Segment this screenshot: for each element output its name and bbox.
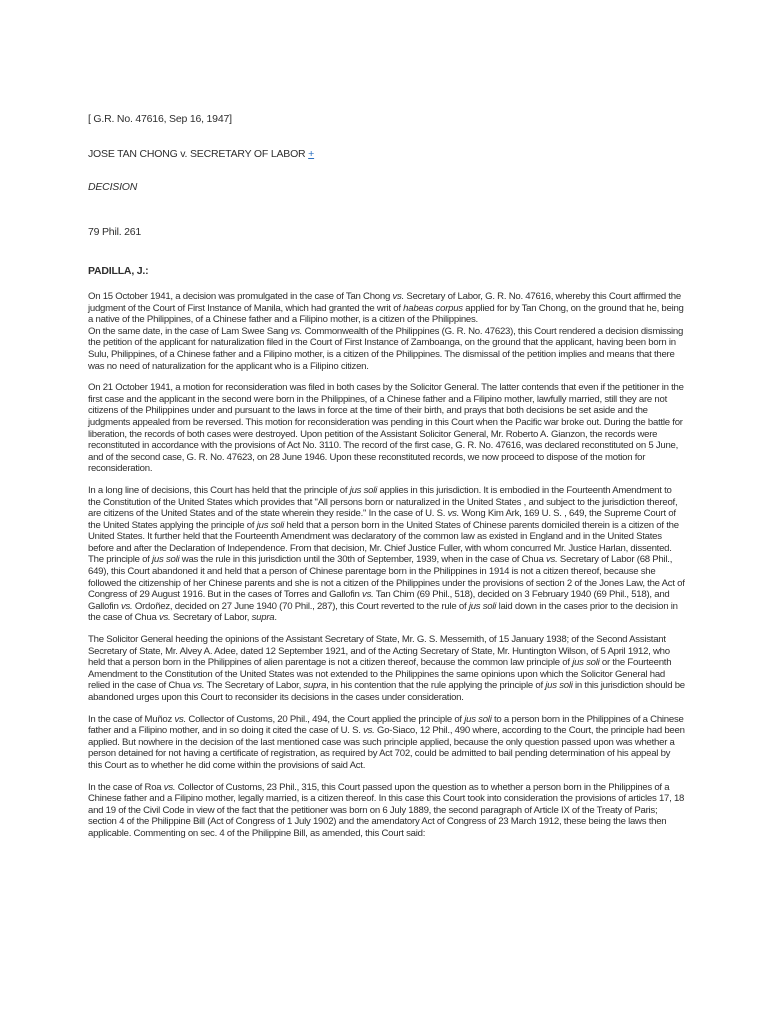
italic-term: supra	[303, 680, 327, 692]
text-run: in this jurisdiction should be abandoned urges upon this Court to reconsider its decisions in the cases under consideration.	[88, 680, 685, 703]
text-run: Secretary of Labor,	[170, 612, 252, 624]
text-run: , in his contention that the rule applying the principle of	[326, 680, 546, 692]
text-run: Collector of Customs, 23 Phil., 315, this Court passed upon the question as to whether a person born in the Philippines of a Chinese father and a Filipino mother, legally married, is a citizen thereof. In this case this Court took into consideration the provisions of articles 17, 18 and 19 of the Civil Code in view of the fact that the petitioner was born on 6 July 1889, the second paragraph of Article IX of the Treaty of Paris; section 4 of the Philippine Bill (Act of Congress of 1 July 1902) and the amendatory Act of Congress of 23 March 1912, these being the laws then applicable. Commenting on sec. 4 of the Philippine Bill, as amended, this Court said:	[88, 781, 685, 839]
text-run: Commonwealth of the Philippines (G. R. No. 47623), this Court rendered a decision dismissing the petition of the applicant for naturalization filed in the Court of First Instance of Zamboanga, on the ground that the applicant, having been born in Sulu, Philippines, of a Chinese father and a Filipino mother, is a citizen of the Philippines. The dismissal of the petition implies and means that there was no need of naturalization for the applicant who is a Filipino citizen.	[88, 325, 684, 372]
text-run: Tan Chim (69 Phil., 518), decided on 3 February 1940 (69 Phil., 518), and Gallofin	[88, 589, 670, 612]
text-run: Collector of Customs, 20 Phil., 494, the Court applied the principle of	[186, 713, 465, 725]
text-run: was the rule in this jurisdiction until the 30th of September, 1939, when in the case of Chua	[179, 554, 546, 566]
decision-body	[88, 291, 686, 850]
case-reference: [ G.R. No. 47616, Sep 16, 1947]	[88, 113, 232, 125]
body-paragraph	[88, 714, 686, 772]
italic-term: vs.	[447, 508, 460, 520]
italic-term: vs.	[192, 680, 205, 692]
text-run: On 21 October 1941, a motion for reconsideration was filed in both cases by the Solicitor General. The latter contends that even if the petitioner in the first case and the applicant in the second were born in the Philippines, of a Chinese father and a Filipino mother, lawfully married, still they are not citizens of the Philippines under and pursuant to the laws in force at the time of their birth, and prays that both decisions be set aside and the judgments appealed from be reversed. This motion for reconsideration was pending in this Court when the Pacific war broke out. During the battle for liberation, the records of both cases were destroyed. Upon petition of the Assistant Solicitor General, Mr. Roberto A. Gianzon, the records were reconstituted in accordance with the provisions of Act No. 3110. The record of the first case, G. R. No. 47616, was declared reconstituted on 5 June, and of the second case, G. R. No. 47623, on 28 June 1946. Upon these reconstituted records, we now proceed to dispose of the motion for reconsideration.	[88, 382, 684, 475]
italic-term: vs.	[392, 291, 404, 302]
italic-term: vs.	[174, 713, 186, 725]
italic-term: vs.	[163, 781, 176, 793]
text-run: applied for by Tan Chong, on the ground that he, being a native of the Philippines, of a Chinese father and a Filipino mother, is a citizen of the Philippines.	[88, 302, 684, 326]
text-run: In the case of Muñoz	[88, 713, 175, 725]
italic-term: jus soli	[464, 713, 492, 725]
text-run: .	[274, 612, 277, 624]
italic-term: vs.	[362, 589, 374, 601]
text-run: In the case of Roa	[88, 781, 164, 793]
text-run: laid down in the cases prior to the decision in the case of Chua	[88, 600, 678, 624]
decision-label: DECISION	[88, 181, 138, 193]
text-run: In a long line of decisions, this Court has held that the principle of	[88, 484, 350, 496]
italic-term: jus soli	[572, 657, 600, 669]
text-run: The Secretary of Labor,	[204, 680, 304, 692]
citation: 79 Phil. 261	[88, 226, 142, 238]
italic-term: vs.	[120, 600, 133, 612]
body-paragraph	[88, 634, 686, 704]
text-run: The Solicitor General heeding the opinions of the Assistant Secretary of State, Mr. G. S. Messemith, of 15 January 1938; of the Second Assistant Secretary of State, Mr. Alvey A. Adee, dated 12 September 1921, and of the Acting Secretary of State, Mr. Huntington Wilson, of 5 April 1912, who held that a person born in the Philippines of alien parentage is not a citizen thereof, because the common law principle of	[88, 634, 670, 669]
italic-term: habeas corpus	[403, 302, 463, 314]
body-paragraph	[88, 291, 686, 326]
text-run: to a person born in the Philippines of a Chinese father and a Filipino mother, and in so doing it cited the case of U. S.	[88, 713, 684, 737]
italic-term: jus soli	[349, 484, 378, 496]
case-title	[88, 148, 314, 160]
text-run: Go-Siaco, 12 Phil., 490 where, according to the Court, the principle had been applied. But nowhere in the decision of the last mentioned case was such principle applied, because the only question passed upon was whether a person detained for not having a certificate of registration, as required by Act 702, could be admitted to bail pending determination of his appeal by this Court as to whether he did come within the provisions of said Act.	[88, 725, 685, 771]
italic-term: jus soli	[256, 519, 285, 531]
text-run: Secretary of Labor, G. R. No. 47616, whereby this Court affirmed the judgment of the Court of First Instance of Manila, which had granted the writ of	[88, 291, 681, 314]
body-paragraph	[88, 485, 686, 624]
text-run: On 15 October 1941, a decision was promulgated in the case of Tan Chong	[88, 291, 393, 302]
text-run: Secretary of Labor (68 Phil., 649), this Court abandoned it and held that a person of Chinese parentage born in the Philippines in 1914 is not a citizen thereof, because she followed the citizenship of her Chinese parents and she is not a citizen of the Philippines under the provisions of section 2 of the Jones Law, the Act of Congress of 29 August 1916. But in the cases of Torres and Gallofin	[88, 554, 685, 601]
text-run: Ordoñez, decided on 27 June 1940 (70 Phil., 287), this Court reverted to the rule of	[132, 600, 469, 612]
body-paragraph	[88, 782, 686, 840]
text-run: or the Fourteenth Amendment to the Constitution of the United States was not extended to the Philippines the same opinions upon which the Solicitor General had relied in the case of Chua	[88, 657, 672, 692]
text-run: On the same date, in the case of Lam Swee Sang	[88, 325, 291, 337]
body-paragraph	[88, 326, 686, 372]
author-line: PADILLA, J.:	[88, 265, 149, 277]
italic-term: vs.	[545, 554, 558, 566]
italic-term: vs.	[363, 725, 375, 737]
text-run: held that a person born in the United States of Chinese parents domiciled therein is a citizen of the United States. It further held that the Fourteenth Amendment was declaratory of the common law as existed in England and in the United States before and after the Declaration of Independence. From that decision, Mr. Chief Justice Fuller, with whom concurred Mr. Justice Harlan, dissented. The principle of	[88, 519, 679, 566]
case-title-text: JOSE TAN CHONG v. SECRETARY OF LABOR	[88, 148, 306, 160]
italic-term: vs.	[290, 325, 303, 337]
italic-term: vs.	[158, 612, 171, 624]
italic-term: jus soli	[468, 600, 497, 612]
body-paragraph	[88, 382, 686, 475]
italic-term: supra	[251, 612, 275, 624]
italic-term: jus soli	[545, 680, 573, 692]
text-run: Wong Kim Ark, 169 U. S. , 649, the Supreme Court of the United States applying the principle of	[88, 508, 676, 531]
case-title-link[interactable]: +	[308, 148, 315, 160]
text-run: applies in this jurisdiction. It is embodied in the Fourteenth Amendment to the Constitution of the United States which provides that "All persons born or naturalized in the United States , and subject to the jurisdiction thereof, are citizens of the United States and of the state wherein they reside." In the case of U. S.	[88, 484, 678, 520]
italic-term: jus soli	[152, 554, 180, 566]
